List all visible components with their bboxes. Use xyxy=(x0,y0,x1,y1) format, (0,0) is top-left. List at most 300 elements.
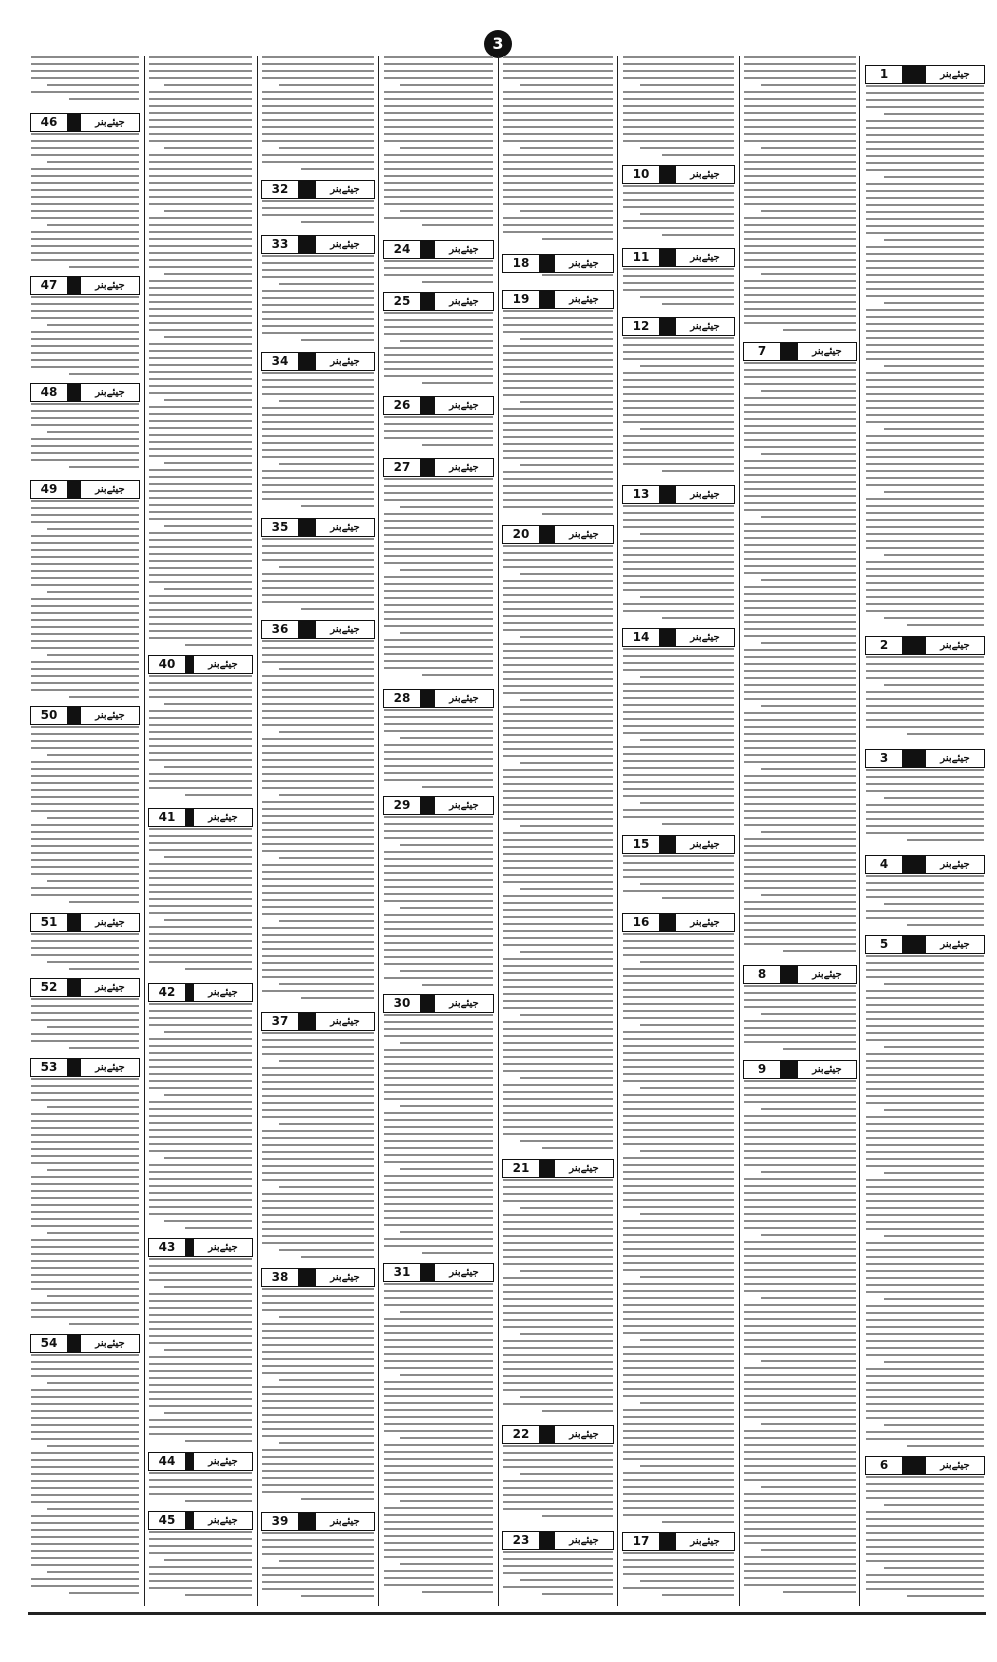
text-line xyxy=(761,1013,856,1015)
text-line xyxy=(866,519,984,521)
text-line xyxy=(866,1165,984,1167)
text-line xyxy=(744,523,856,525)
text-line xyxy=(149,539,252,541)
text-line xyxy=(744,98,856,100)
text-line xyxy=(384,1203,493,1205)
text-line xyxy=(866,1532,984,1534)
text-line xyxy=(623,1045,734,1047)
text-line xyxy=(866,1081,984,1083)
text-line xyxy=(503,1551,613,1553)
ad-number: 10 xyxy=(623,166,660,183)
text-line xyxy=(503,112,613,114)
text-line xyxy=(744,1185,856,1187)
text-line xyxy=(503,972,613,974)
text-line xyxy=(31,810,139,812)
text-line xyxy=(47,961,139,963)
text-line xyxy=(744,1262,856,1264)
text-line xyxy=(262,379,374,381)
text-line xyxy=(47,817,139,819)
text-line xyxy=(384,709,493,711)
text-line xyxy=(31,424,139,426)
text-line xyxy=(866,1270,984,1272)
text-line xyxy=(301,168,374,170)
text-line xyxy=(149,863,252,865)
text-line xyxy=(744,1304,856,1306)
text-line xyxy=(744,1080,856,1082)
text-line xyxy=(164,919,252,921)
text-line xyxy=(31,1134,139,1136)
text-line xyxy=(384,1084,493,1086)
text-line xyxy=(384,893,493,895)
text-line xyxy=(866,1123,984,1125)
ad-body xyxy=(28,500,142,703)
text-line xyxy=(279,731,374,733)
text-line xyxy=(262,133,374,135)
text-line xyxy=(384,168,493,170)
text-line xyxy=(866,1088,984,1090)
text-line xyxy=(31,1473,139,1475)
ad-body xyxy=(259,56,377,177)
ad-header-label: جیئےبنر xyxy=(449,244,479,255)
text-line xyxy=(262,976,374,978)
text-line xyxy=(744,936,856,938)
ad-header-label: جیئےبنر xyxy=(208,1515,238,1526)
text-line xyxy=(503,1119,613,1121)
text-line xyxy=(542,1515,614,1517)
ad-body xyxy=(259,1532,377,1603)
text-line xyxy=(866,889,984,891)
text-line xyxy=(164,147,252,149)
ad-body xyxy=(620,855,737,910)
text-line xyxy=(866,435,984,437)
text-line xyxy=(744,63,856,65)
text-line xyxy=(866,969,984,971)
text-line xyxy=(907,839,984,841)
text-line xyxy=(384,513,493,515)
text-line xyxy=(866,463,984,465)
text-line xyxy=(866,351,984,353)
text-line xyxy=(384,499,493,501)
text-line xyxy=(866,400,984,402)
text-line xyxy=(384,625,493,627)
text-line xyxy=(149,511,252,513)
text-line xyxy=(744,1521,856,1523)
ad-header-label: جیئےبنر xyxy=(940,859,970,870)
text-line xyxy=(744,677,856,679)
text-line xyxy=(384,534,493,536)
ad-header xyxy=(865,749,985,768)
text-line xyxy=(503,587,613,589)
text-line xyxy=(149,371,252,373)
text-line xyxy=(384,1493,493,1495)
text-line xyxy=(503,436,613,438)
text-line xyxy=(262,449,374,451)
text-line xyxy=(262,119,374,121)
text-line xyxy=(384,423,493,425)
text-line xyxy=(744,133,856,135)
text-line xyxy=(866,691,984,693)
text-line xyxy=(384,942,493,944)
text-line xyxy=(149,112,252,114)
ad-header-bar xyxy=(660,836,676,853)
text-line xyxy=(503,1403,613,1405)
text-line xyxy=(31,352,139,354)
text-line xyxy=(866,610,984,612)
text-line xyxy=(623,610,734,612)
text-line xyxy=(149,1328,252,1330)
text-line xyxy=(662,1521,734,1523)
text-line xyxy=(31,789,139,791)
text-line xyxy=(47,431,139,433)
text-line xyxy=(503,1126,613,1128)
ad-header xyxy=(383,689,494,708)
text-line xyxy=(422,224,493,226)
text-line xyxy=(149,1178,252,1180)
text-line xyxy=(884,554,984,556)
text-line xyxy=(640,676,734,678)
text-line xyxy=(384,527,493,529)
text-line xyxy=(866,1553,984,1555)
ad-number: 21 xyxy=(503,1160,540,1177)
text-line xyxy=(744,670,856,672)
text-line xyxy=(503,776,613,778)
text-line xyxy=(384,105,493,107)
text-line xyxy=(384,112,493,114)
ad-header-bar xyxy=(299,236,316,253)
text-line xyxy=(866,955,984,957)
text-line xyxy=(503,485,613,487)
text-line xyxy=(149,581,252,583)
text-line xyxy=(866,1200,984,1202)
ad-body xyxy=(620,648,737,832)
text-lines xyxy=(623,56,734,162)
text-line xyxy=(384,618,493,620)
text-line xyxy=(262,1039,374,1041)
ad-body xyxy=(620,185,737,245)
text-line xyxy=(623,77,734,79)
text-line xyxy=(31,507,139,509)
text-line xyxy=(520,762,614,764)
text-line xyxy=(866,589,984,591)
text-line xyxy=(164,210,252,212)
text-line xyxy=(623,519,734,521)
text-line xyxy=(503,818,613,820)
text-line xyxy=(503,189,613,191)
text-line xyxy=(503,629,613,631)
text-line xyxy=(262,255,374,257)
text-line xyxy=(149,238,252,240)
text-line xyxy=(503,1487,613,1489)
text-line xyxy=(31,147,139,149)
text-line xyxy=(503,91,613,93)
text-lines xyxy=(149,1531,252,1603)
ad-number: 27 xyxy=(384,459,421,476)
text-line xyxy=(384,1395,493,1397)
ad-number: 33 xyxy=(262,236,299,253)
text-line xyxy=(503,105,613,107)
ad-header xyxy=(30,276,140,295)
text-line xyxy=(640,84,734,86)
text-line xyxy=(149,1101,252,1103)
text-line xyxy=(503,1200,613,1202)
text-line xyxy=(623,512,734,514)
ad-header xyxy=(622,485,735,504)
text-line xyxy=(384,1367,493,1369)
text-line xyxy=(744,1199,856,1201)
text-line xyxy=(400,1168,493,1170)
text-line xyxy=(31,317,139,319)
text-line xyxy=(31,1176,139,1178)
text-line xyxy=(31,887,139,889)
text-line xyxy=(503,492,613,494)
text-line xyxy=(866,162,984,164)
text-line xyxy=(884,176,984,178)
text-line xyxy=(623,1479,734,1481)
text-line xyxy=(503,1221,613,1223)
text-line xyxy=(31,1452,139,1454)
column-6 xyxy=(259,56,377,1606)
text-line xyxy=(262,773,374,775)
text-lines xyxy=(262,640,374,1009)
ad-header xyxy=(502,1159,614,1178)
text-line xyxy=(866,134,984,136)
text-line xyxy=(149,567,252,569)
text-line xyxy=(31,245,139,247)
text-lines xyxy=(866,1476,984,1603)
text-line xyxy=(31,1092,139,1094)
text-line xyxy=(164,856,252,858)
text-line xyxy=(623,1493,734,1495)
text-line xyxy=(31,1183,139,1185)
text-line xyxy=(866,1158,984,1160)
text-line xyxy=(149,933,252,935)
text-line xyxy=(262,1228,374,1230)
text-line xyxy=(149,1433,252,1435)
ad-header xyxy=(383,994,494,1013)
text-line xyxy=(744,1325,856,1327)
ad-header xyxy=(383,396,494,415)
text-line xyxy=(262,766,374,768)
text-line xyxy=(262,864,374,866)
text-line xyxy=(262,56,374,58)
text-line xyxy=(907,924,984,926)
text-line xyxy=(623,1552,734,1554)
ad-number: 40 xyxy=(149,656,186,673)
text-line xyxy=(623,119,734,121)
text-line xyxy=(31,338,139,340)
text-line xyxy=(149,1080,252,1082)
text-line xyxy=(503,804,613,806)
text-line xyxy=(744,747,856,749)
text-lines xyxy=(31,133,139,273)
text-line xyxy=(503,713,613,715)
text-line xyxy=(884,1504,984,1506)
text-line xyxy=(503,909,613,911)
ad-number: 28 xyxy=(384,690,421,707)
text-line xyxy=(623,351,734,353)
text-line xyxy=(262,1158,374,1160)
text-line xyxy=(866,1497,984,1499)
text-line xyxy=(744,1136,856,1138)
text-line xyxy=(384,56,493,58)
text-line xyxy=(744,1465,856,1467)
text-line xyxy=(384,1224,493,1226)
text-line xyxy=(744,607,856,609)
text-line xyxy=(31,542,139,544)
text-line xyxy=(422,281,493,283)
text-line xyxy=(503,310,613,312)
text-line xyxy=(623,1332,734,1334)
ad-header xyxy=(148,808,253,827)
text-line xyxy=(503,608,613,610)
text-line xyxy=(503,1291,613,1293)
text-line xyxy=(384,375,493,377)
text-line xyxy=(866,267,984,269)
text-line xyxy=(640,1402,734,1404)
text-line xyxy=(31,1522,139,1524)
text-line xyxy=(623,947,734,949)
text-line xyxy=(623,1073,734,1075)
text-line xyxy=(744,1535,856,1537)
text-line xyxy=(866,875,984,877)
text-line xyxy=(384,1479,493,1481)
text-line xyxy=(866,603,984,605)
ad-number: 46 xyxy=(31,114,68,131)
ad-header-label: جیئےبنر xyxy=(95,982,125,993)
text-line xyxy=(640,883,734,885)
text-lines xyxy=(866,769,984,852)
ad-body xyxy=(28,998,142,1055)
text-line xyxy=(149,189,252,191)
text-line xyxy=(384,1297,493,1299)
text-line xyxy=(149,350,252,352)
text-line xyxy=(744,119,856,121)
ad-header-bar xyxy=(660,249,676,266)
text-lines xyxy=(744,985,856,1057)
ad-number: 48 xyxy=(31,384,68,401)
text-line xyxy=(400,569,493,571)
ad-header-bar xyxy=(68,277,81,294)
text-lines xyxy=(31,998,139,1055)
text-line xyxy=(31,831,139,833)
text-line xyxy=(31,605,139,607)
text-line xyxy=(149,287,252,289)
text-line xyxy=(31,310,139,312)
text-line xyxy=(866,498,984,500)
text-line xyxy=(262,1032,374,1034)
text-line xyxy=(503,1508,613,1510)
text-line xyxy=(262,885,374,887)
text-line xyxy=(164,1349,252,1351)
text-line xyxy=(503,615,613,617)
ad-header-bar xyxy=(660,914,676,931)
text-line xyxy=(744,803,856,805)
ad-body xyxy=(500,545,616,1156)
text-line xyxy=(866,316,984,318)
text-line xyxy=(31,570,139,572)
ad-body xyxy=(381,56,496,237)
text-line xyxy=(384,437,493,439)
text-line xyxy=(384,639,493,641)
text-line xyxy=(866,1312,984,1314)
text-line xyxy=(744,418,856,420)
text-line xyxy=(866,211,984,213)
text-line xyxy=(503,1375,613,1377)
text-line xyxy=(262,442,374,444)
text-line xyxy=(623,1388,734,1390)
text-line xyxy=(149,1566,252,1568)
text-line xyxy=(503,622,613,624)
text-line xyxy=(623,655,734,657)
text-line xyxy=(640,1339,734,1341)
text-line xyxy=(149,1363,252,1365)
text-line xyxy=(31,345,139,347)
text-lines xyxy=(866,85,984,633)
text-line xyxy=(384,851,493,853)
ad-header-label: جیئےبنر xyxy=(690,1536,720,1547)
text-line xyxy=(149,504,252,506)
ad-body xyxy=(28,403,142,477)
text-lines xyxy=(149,1258,252,1449)
text-line xyxy=(866,1490,984,1492)
ad-header xyxy=(865,636,985,655)
text-line xyxy=(503,1214,613,1216)
ad-header-label: جیئےبنر xyxy=(95,280,125,291)
text-line xyxy=(503,720,613,722)
text-line xyxy=(384,548,493,550)
text-line xyxy=(503,832,613,834)
text-line xyxy=(744,1087,856,1089)
text-line xyxy=(744,1395,856,1397)
text-line xyxy=(623,940,734,942)
text-line xyxy=(31,1005,139,1007)
text-line xyxy=(744,712,856,714)
text-line xyxy=(503,860,613,862)
text-line xyxy=(384,1189,493,1191)
text-line xyxy=(262,1344,374,1346)
ad-header-bar xyxy=(421,241,435,258)
text-line xyxy=(866,1214,984,1216)
text-line xyxy=(384,217,493,219)
text-line xyxy=(31,1281,139,1283)
text-line xyxy=(662,470,734,472)
text-line xyxy=(31,1466,139,1468)
text-line xyxy=(623,1283,734,1285)
text-line xyxy=(866,1277,984,1279)
text-line xyxy=(866,1018,984,1020)
text-line xyxy=(262,1567,374,1569)
text-line xyxy=(31,824,139,826)
text-line xyxy=(384,1133,493,1135)
text-line xyxy=(262,822,374,824)
text-line xyxy=(884,365,984,367)
text-line xyxy=(623,407,734,409)
text-line xyxy=(149,870,252,872)
text-line xyxy=(149,98,252,100)
ad-body xyxy=(863,1476,987,1603)
text-line xyxy=(384,1451,493,1453)
text-line xyxy=(866,421,984,423)
text-line xyxy=(262,1242,374,1244)
text-line xyxy=(623,1559,734,1561)
text-line xyxy=(262,587,374,589)
text-line xyxy=(662,1594,734,1596)
text-line xyxy=(400,210,493,212)
text-line xyxy=(384,1147,493,1149)
text-line xyxy=(744,189,856,191)
text-line xyxy=(149,455,252,457)
text-line xyxy=(503,98,613,100)
